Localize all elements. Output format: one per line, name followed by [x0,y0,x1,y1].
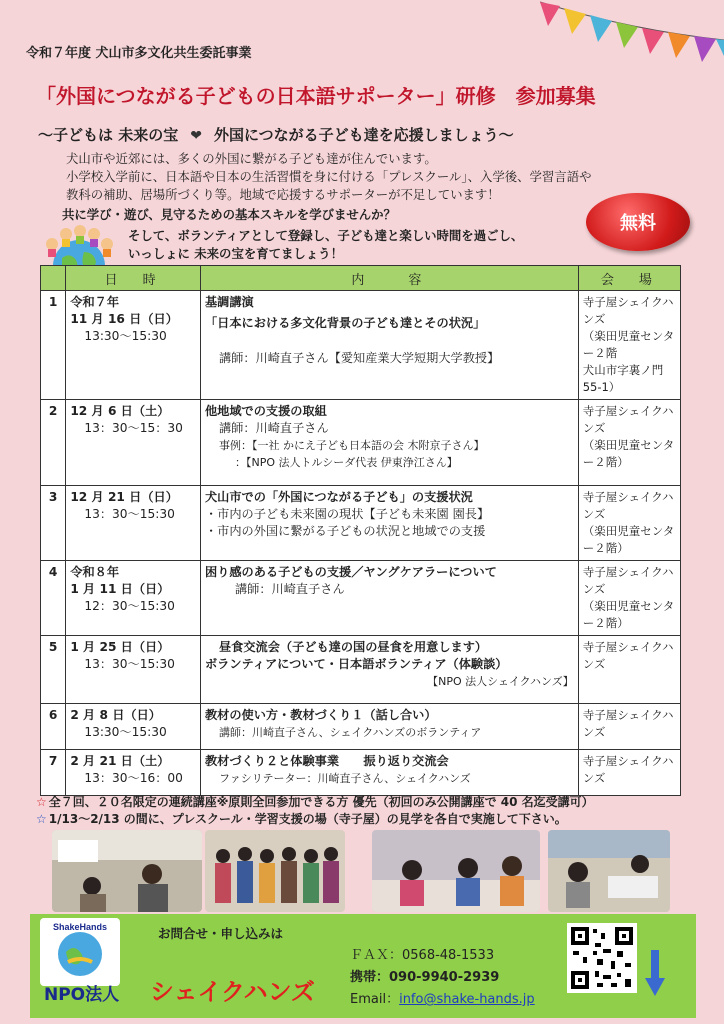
content-line: 講師：川崎直子さん [234,582,345,596]
content-line: 基調講演 [204,295,254,309]
subtitle [38,124,514,145]
date-line: 12 月 21 日（日） [70,490,178,504]
date-line: 11 月 16 日（日） [70,312,178,326]
row-content [200,400,578,486]
table-row [41,291,681,400]
row-date [66,486,201,561]
photo-classroom [52,830,202,912]
page-title: 「外国につながる子どもの日本語サポーター」研修 参加募集 [36,84,596,108]
row-num: 6 [41,704,66,750]
email-link[interactable]: info@shake-hands.jp [399,992,535,1007]
time-line: 13:30～15:30 [84,329,167,343]
row-venue [578,636,680,704]
intro-line-6: いっしょに 未来の宝を育てましょう！ [128,246,343,261]
content-line: ：【NPO 法人トルシーダ代表 伊東浄江さん】 [234,456,458,469]
npo-label: NPO法人 [44,985,120,1005]
date-line: 令和７年 [70,295,120,309]
row-venue [578,486,680,561]
row-content [200,750,578,796]
venue-line: （楽田児童センター２階） [582,438,675,469]
content-line: 教材の使い方・教材づくり１（話し合い） [204,708,437,722]
venue-line: （楽田児童センター２階 [582,329,675,360]
shakehands-logo [40,918,120,986]
content-line: 犬山市での「外国につながる子ども」の支援状況 [204,490,473,504]
note-1-text: 全７回、２０名限定の連続講座※原則全回参加できる方 優先（初回のみ公開講座で 40 名迄受講可） [48,795,594,809]
venue-line: 寺子屋シェイクハンズ [582,754,674,785]
content-line: 教材づくり２と体験事業 振り返り交流会 [204,754,449,768]
note-2-text: 1/13～2/13 の間に、プレスクール・学習支援の場（寺子屋）の見学を各自で実施して下さい。 [48,812,567,826]
note-1 [36,793,594,810]
date-line: 12 月 6 日（土） [70,404,170,418]
venue-line: （楽田児童センター２階） [582,524,675,555]
table-row [41,750,681,796]
star-icon: ☆ [36,812,47,826]
content-line: 昼食交流会（子ども達の国の昼食を用意します） [218,640,488,654]
mobile-number: 携帯：090-9940-2939 [350,970,500,985]
content-line: 他地域での支援の取組 [204,404,327,418]
header-date: 日 時 [66,266,201,291]
row-num: 1 [41,291,66,400]
row-num: 4 [41,561,66,636]
row-content [200,561,578,636]
brand-name: シェイクハンズ [150,977,315,1006]
row-content [200,636,578,704]
venue-line: 犬山市字裏ノ門55-1） [582,363,664,394]
row-num: 2 [41,400,66,486]
time-line: 13：30～15:30 [84,507,175,521]
row-date [66,636,201,704]
content-line: ファシリテーター：川崎直子さん、シェイクハンズ [218,772,471,785]
schedule-table [40,265,681,796]
row-date [66,561,201,636]
email-line [350,988,535,1007]
intro-line-3: 教科の補助、居場所づくり等。地域で応援するサポーターが不足しています！ [66,187,500,202]
time-line: 13：30～15:30 [84,657,175,671]
header-venue: 会 場 [578,266,680,291]
row-date [66,704,201,750]
row-date [66,750,201,796]
venue-line: 寺子屋シェイクハンズ [582,708,674,739]
venue-line: 寺子屋シェイクハンズ [582,640,674,671]
content-line: 事例：【一社 かにえ子ども日本語の会 木附京子さん】 [218,439,485,452]
row-content [200,704,578,750]
date-line: 2 月 21 日（土） [70,754,170,768]
table-row [41,400,681,486]
table-header-row [41,266,681,291]
venue-line: 寺子屋シェイクハンズ [582,295,674,326]
row-date [66,400,201,486]
subtitle-right: 外国につながる子ども達を応援しましょう～ [213,126,514,144]
time-line: 13:30～15:30 [84,725,167,739]
content-line: 【NPO 法人シェイクハンズ】 [427,675,574,688]
row-num: 7 [41,750,66,796]
photo-children-learning [372,830,540,912]
table-row [41,636,681,704]
venue-line: （楽田児童センター２階） [582,599,675,630]
date-line: 2 月 8 日（日） [70,708,161,722]
row-venue [578,291,680,400]
heart-icon: ❤ [190,128,202,144]
header-num [41,266,66,291]
venue-line: 寺子屋シェイクハンズ [582,565,674,596]
row-venue [578,704,680,750]
qr-code[interactable] [567,923,637,993]
date-line: 1 月 11 日（日） [70,582,170,596]
fax-number: ＦＡＸ：0568-48-1533 [350,948,495,963]
content-line: ・市内の外国に繋がる子どもの状況と地域での支援 [204,524,486,538]
subtitle-left: ～子どもは 未来の宝 [38,126,179,144]
star-icon: ☆ [36,795,47,809]
content-line: 困り感のある子どもの支援／ヤングケアラーについて [204,565,497,579]
row-venue [578,561,680,636]
table-row [41,561,681,636]
note-2 [36,810,567,827]
date-line: 令和８年 [70,565,120,579]
inquiry-label: お問合せ・申し込みは [158,926,284,941]
row-num: 5 [41,636,66,704]
venue-line: 寺子屋シェイクハンズ [582,404,674,435]
intro-line-5: そして、ボランティアとして登録し、子ども達と楽しい時間を過ごし、 [128,228,524,243]
content-line: 「日本における多文化背景の子ども達とその状況」 [204,316,486,330]
intro-line-2: 小学校入学前に、日本語や日本の生活習慣を身に付ける「プレスクール」、入学後、学習言語や [66,169,592,184]
row-num: 3 [41,486,66,561]
content-line: 講師：川崎直子さん [218,421,329,435]
content-line: ボランティアについて・日本語ボランティア（体験談） [204,657,508,671]
row-content [200,486,578,561]
time-line: 12：30～15:30 [84,599,175,613]
time-line: 13：30～16：00 [84,771,183,785]
header-content: 内 容 [200,266,578,291]
row-venue [578,750,680,796]
logo-text: ShakeHands [52,922,108,932]
table-row [41,704,681,750]
row-content [200,291,578,400]
venue-line: 寺子屋シェイクハンズ [582,490,674,521]
date-line: 1 月 25 日（日） [70,640,170,654]
content-line: 講師：川崎直子さん、シェイクハンズのボランティア [218,726,482,739]
content-line: 講師：川崎直子さん【愛知産業大学短期大学教授】 [218,351,500,365]
bunting-decoration [540,0,724,70]
intro-line-4: 共に学び・遊び、見守るための基本スキルを学びませんか？ [62,207,396,222]
intro-line-1: 犬山市や近郊には、多くの外国に繋がる子ども達が住んでいます。 [66,151,437,166]
organization-label: 令和７年度 犬山市多文化共生委託事業 [26,46,252,61]
row-venue [578,400,680,486]
time-line: 13：30～15：30 [84,421,183,435]
arrow-down-icon [645,950,665,996]
free-badge: 無料 [586,193,690,251]
row-date [66,291,201,400]
photo-group [205,830,345,912]
content-line: ・市内の子ども未来園の現状【子ども未来園 園長】 [204,507,490,521]
table-row [41,486,681,561]
photo-activity [548,830,670,912]
email-label: Email： [350,992,400,1007]
